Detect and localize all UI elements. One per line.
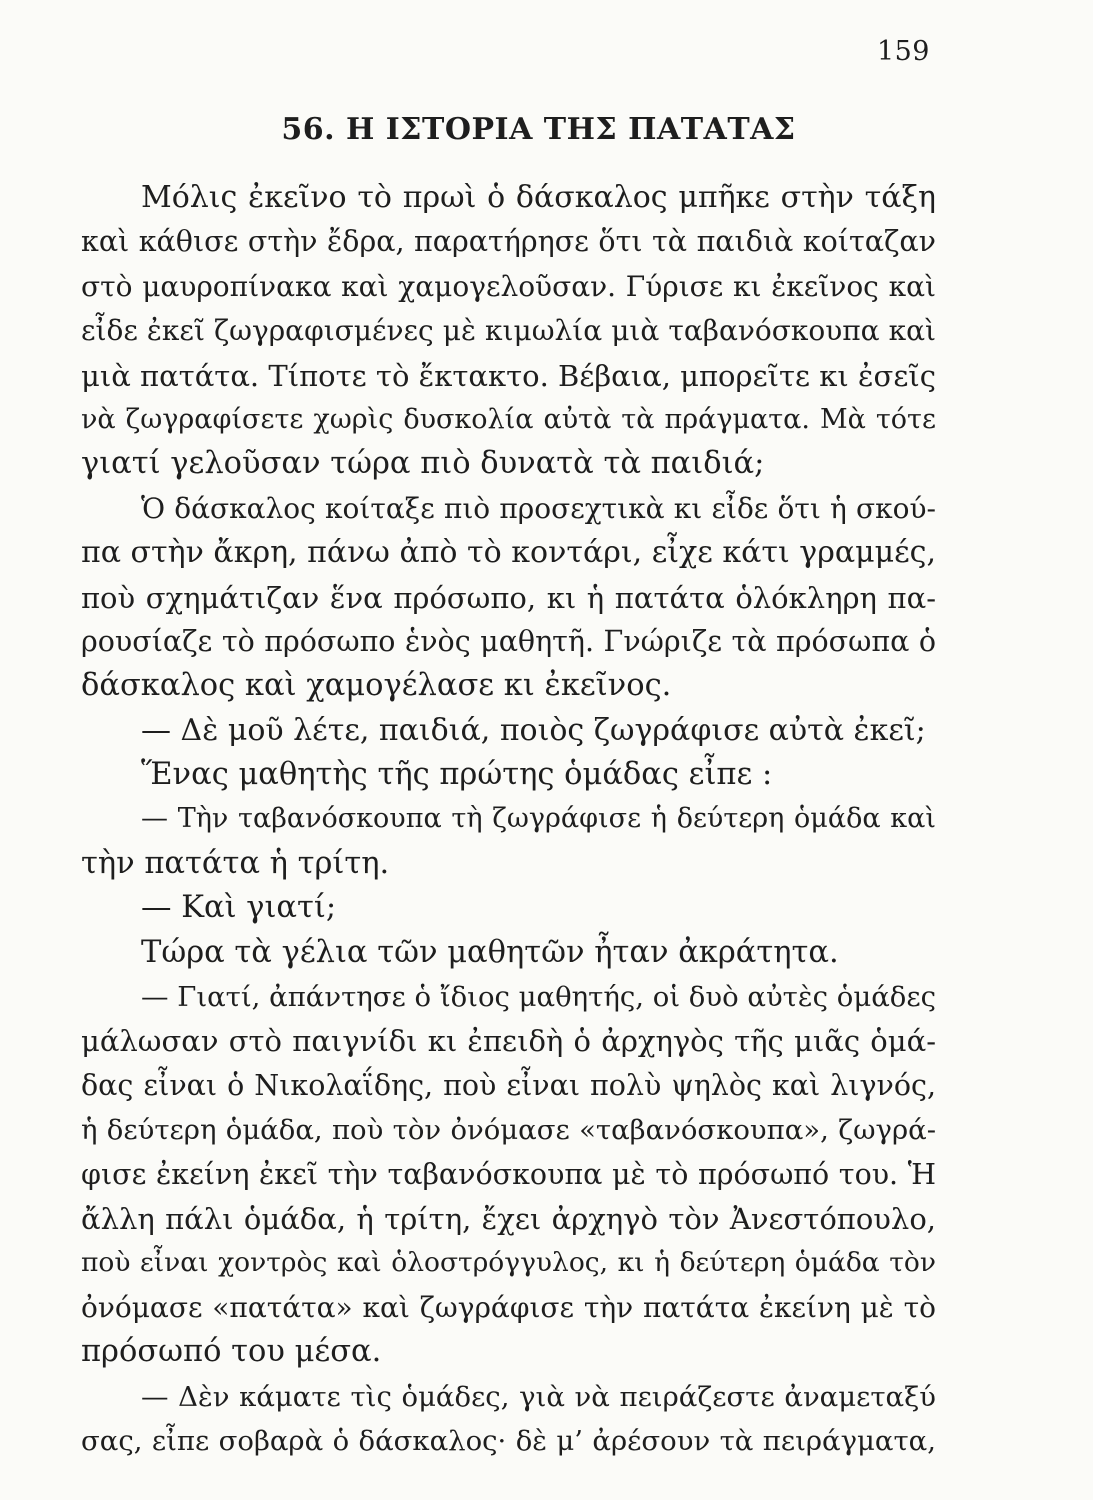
- text-line: ἡ δεύτερη ὁμάδα, ποὺ τὸν ὀνόμασε «ταβανόσκουπα», ζωγρά-: [81, 1114, 936, 1147]
- text-line: δας εἶναι ὁ Νικολαΐδης, ποὺ εἶναι πολὺ ψηλὸς καὶ λιγνός,: [81, 1068, 936, 1102]
- text-line: καὶ κάθισε στὴν ἔδρα, παρατήρησε ὅτι τὰ παιδιὰ κοίταζαν: [81, 225, 936, 259]
- page-number: 159: [876, 36, 930, 67]
- text-line: δάσκαλος καὶ χαμογέλασε κι ἐκεῖνος.: [81, 668, 672, 704]
- text-line: ποὺ σχημάτιζαν ἕνα πρόσωπο, κι ἡ πατάτα ὁλόκληρη πα-: [81, 580, 936, 615]
- text-line: πα στὴν ἄκρη, πάνω ἀπὸ τὸ κοντάρι, εἶχε κάτι γραμμές,: [81, 535, 936, 571]
- text-line: Μόλις ἐκεῖνο τὸ πρωὶ ὁ δάσκαλος μπῆκε στὴν τάξη: [141, 180, 936, 215]
- text-line: — Γιατί, ἀπάντησε ὁ ἴδιος μαθητής, οἱ δυὸ αὐτὲς ὁμάδες: [141, 981, 936, 1014]
- text-line: — Καὶ γιατί;: [141, 890, 337, 926]
- text-line: — Δὲ μοῦ λέτε, παιδιά, ποιὸς ζωγράφισε αὐτὰ ἐκεῖ;: [141, 712, 926, 748]
- text-line: γιατί γελοῦσαν τώρα πιὸ δυνατὰ τὰ παιδιά;: [81, 446, 765, 482]
- text-line: στὸ μαυροπίνακα καὶ χαμογελοῦσαν. Γύρισε κι ἐκεῖνος καὶ: [81, 269, 936, 303]
- text-line: ἄλλη πάλι ὁμάδα, ἡ τρίτη, ἔχει ἀρχηγὸ τὸν Ἀνεστόπουλο,: [81, 1201, 936, 1236]
- text-line: μιὰ πατάτα. Τίποτε τὸ ἔκτακτο. Βέβαια, μπορεῖτε κι ἐσεῖς: [81, 358, 936, 393]
- text-line: ρουσίαζε τὸ πρόσωπο ἑνὸς μαθητῆ. Γνώριζε τὰ πρόσωπα ὁ: [81, 624, 936, 658]
- text-line: Ὁ δάσκαλος κοίταξε πιὸ προσεχτικὰ κι εἶδε ὅτι ἡ σκού-: [141, 491, 936, 525]
- text-line: ὀνόμασε «πατάτα» καὶ ζωγράφισε τὴν πατάτα ἐκείνη μὲ τὸ: [81, 1290, 936, 1324]
- text-line: φισε ἐκείνη ἐκεῖ τὴν ταβανόσκουπα μὲ τὸ πρόσωπό του. Ἡ: [81, 1157, 936, 1191]
- text-line: εἶδε ἐκεῖ ζωγραφισμένες μὲ κιμωλία μιὰ ταβανόσκουπα καὶ: [81, 314, 936, 348]
- text-line: νὰ ζωγραφίσετε χωρὶς δυσκολία αὐτὰ τὰ πράγματα. Μὰ τότε: [81, 403, 936, 435]
- text-line: Τώρα τὰ γέλια τῶν μαθητῶν ἦταν ἀκράτητα.: [141, 934, 839, 970]
- chapter-body: [81, 176, 936, 1463]
- text-line: Ἕνας μαθητὴς τῆς πρώτης ὁμάδας εἶπε :: [141, 757, 773, 793]
- text-line: τὴν πατάτα ἡ τρίτη.: [81, 845, 390, 881]
- text-line: πρόσωπό του μέσα.: [81, 1334, 382, 1370]
- text-line: μάλωσαν στὸ παιγνίδι κι ἐπειδὴ ὁ ἀρχηγὸς τῆς μιᾶς ὁμά-: [81, 1024, 936, 1059]
- chapter-title: 56. Η ΙΣΤΟΡΙΑ ΤΗΣ ΠΑΤΑΤΑΣ: [281, 112, 796, 147]
- text-line: — Τὴν ταβανόσκουπα τὴ ζωγράφισε ἡ δεύτερη ὁμάδα καὶ: [141, 803, 936, 835]
- text-line: — Δὲν κάματε τὶς ὁμάδες, γιὰ νὰ πειράζεστε ἀναμεταξύ: [141, 1380, 936, 1413]
- text-line: σας, εἶπε σοβαρὰ ὁ δάσκαλος· δὲ μ’ ἀρέσουν τὰ πειράγματα,: [81, 1424, 936, 1457]
- text-line: ποὺ εἶναι χοντρὸς καὶ ὁλοστρόγγυλος, κι ἡ δεύτερη ὁμάδα τὸν: [81, 1247, 936, 1279]
